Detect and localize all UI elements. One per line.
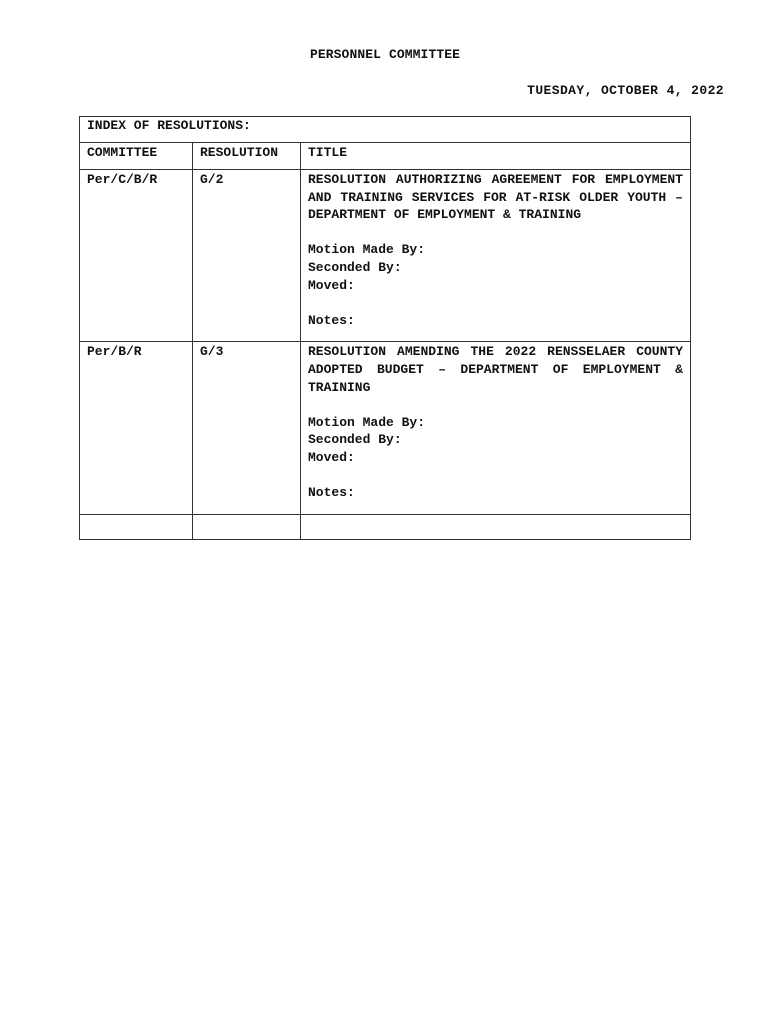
column-header-resolution: RESOLUTION [193,143,301,170]
meeting-date: TUESDAY, OCTOBER 4, 2022 [527,83,724,98]
motion-made-by-label: Motion Made By: [308,242,426,258]
table-row [80,342,691,514]
resolutions-index-table [79,116,691,540]
committee-cell: Per/C/B/R [80,170,193,342]
notes-label: Notes: [308,485,355,501]
title-cell [301,170,691,342]
notes-label: Notes: [308,312,355,328]
index-title: INDEX OF RESOLUTIONS: [80,117,691,143]
title-cell [301,342,691,514]
empty-cell [301,514,691,539]
committee-heading: PERSONNEL COMMITTEE [309,47,461,62]
seconded-by-label: Seconded By: [308,259,402,275]
resolution-cell: G/3 [193,342,301,514]
column-header-committee: COMMITTEE [80,143,193,170]
seconded-by-label: Seconded By: [308,432,402,448]
empty-cell [193,514,301,539]
moved-label: Moved: [308,449,355,465]
table-row [80,170,691,342]
resolution-cell: G/2 [193,170,301,342]
empty-cell [80,514,193,539]
empty-table-row [80,514,691,539]
resolution-title: RESOLUTION AMENDING THE 2022 RENSSELAER COUNTY ADOPTED BUDGET – DEPARTMENT OF EMPLOYMENT & TRAINING [308,344,683,395]
motion-made-by-label: Motion Made By: [308,414,426,430]
committee-cell: Per/B/R [80,342,193,514]
table-header-row [80,143,691,170]
column-header-title: TITLE [301,143,691,170]
index-title-row [80,117,691,143]
resolution-title: RESOLUTION AUTHORIZING AGREEMENT FOR EMPLOYMENT AND TRAINING SERVICES FOR AT-RISK OLDER YOUTH – DEPARTMENT OF EMPLOYMENT & TRAINING [308,172,683,223]
moved-label: Moved: [308,277,355,293]
